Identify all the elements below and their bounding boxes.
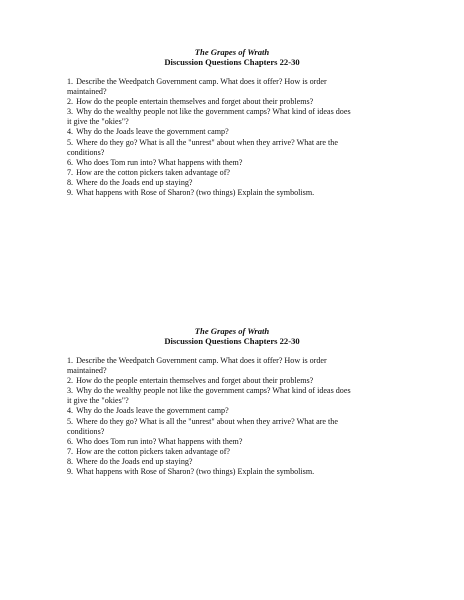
question-line bbox=[67, 117, 392, 127]
handout-top bbox=[0, 47, 464, 198]
question-line bbox=[67, 427, 392, 437]
question-line bbox=[67, 437, 392, 447]
question-number: 2. bbox=[67, 376, 74, 386]
question-line bbox=[67, 447, 392, 457]
question-text: Why do the Joads leave the government camp? bbox=[76, 127, 229, 137]
document-subtitle: Discussion Questions Chapters 22-30 bbox=[164, 57, 300, 67]
question-text: Why do the wealthy people not like the government camps? What kind of ideas does bbox=[76, 107, 351, 117]
question-number: 2. bbox=[67, 97, 74, 107]
question-number: 5. bbox=[67, 137, 74, 147]
question-number: 8. bbox=[67, 177, 74, 187]
question-line bbox=[67, 97, 392, 107]
question-number: 6. bbox=[67, 436, 74, 446]
question-line bbox=[67, 417, 392, 427]
question-text: Who does Tom run into? What happens with them? bbox=[76, 436, 243, 446]
question-line bbox=[67, 178, 392, 188]
question-text: What happens with Rose of Sharon? (two things) Explain the symbolism. bbox=[76, 467, 315, 477]
question-text: Where do they go? What is all the "unrest" about when they arrive? What are the bbox=[76, 137, 338, 147]
question-line bbox=[67, 366, 392, 376]
question-line bbox=[67, 168, 392, 178]
question-line bbox=[67, 188, 392, 198]
question-number: 7. bbox=[67, 446, 74, 456]
question-number: 9. bbox=[67, 188, 74, 198]
question-line bbox=[67, 87, 392, 97]
question-text: it give the "okies"? bbox=[67, 117, 129, 127]
question-line bbox=[67, 396, 392, 406]
question-number: 3. bbox=[67, 107, 74, 117]
question-list bbox=[0, 77, 392, 198]
question-line bbox=[67, 158, 392, 168]
question-number: 9. bbox=[67, 467, 74, 477]
question-line bbox=[67, 77, 392, 87]
question-line bbox=[67, 127, 392, 137]
question-text: Where do the Joads end up staying? bbox=[76, 456, 193, 466]
question-text: maintained? bbox=[67, 366, 107, 376]
question-number: 3. bbox=[67, 386, 74, 396]
question-text: conditions? bbox=[67, 426, 105, 436]
question-number: 5. bbox=[67, 416, 74, 426]
question-text: conditions? bbox=[67, 147, 105, 157]
question-text: Who does Tom run into? What happens with them? bbox=[76, 157, 243, 167]
question-text: Describe the Weedpatch Government camp. What does it offer? How is order bbox=[76, 356, 327, 365]
question-number: 4. bbox=[67, 406, 74, 416]
question-line bbox=[67, 467, 392, 477]
question-text: How are the cotton pickers taken advantage of? bbox=[76, 167, 231, 177]
question-line bbox=[67, 457, 392, 467]
question-text: Why do the wealthy people not like the government camps? What kind of ideas does bbox=[76, 386, 351, 396]
question-text: it give the "okies"? bbox=[67, 396, 129, 406]
question-number: 4. bbox=[67, 127, 74, 137]
question-number: 1. bbox=[67, 77, 74, 86]
question-text: Why do the Joads leave the government camp? bbox=[76, 406, 229, 416]
question-line bbox=[67, 406, 392, 416]
question-line bbox=[67, 356, 392, 366]
question-line bbox=[67, 138, 392, 148]
question-list bbox=[0, 356, 392, 477]
question-text: Where do the Joads end up staying? bbox=[76, 177, 193, 187]
question-line bbox=[67, 107, 392, 117]
question-number: 1. bbox=[67, 356, 74, 365]
question-number: 7. bbox=[67, 167, 74, 177]
question-line bbox=[67, 386, 392, 396]
document-title: The Grapes of Wrath bbox=[194, 326, 270, 336]
question-line bbox=[67, 376, 392, 386]
question-text: Describe the Weedpatch Government camp. What does it offer? How is order bbox=[76, 77, 327, 86]
question-line bbox=[67, 148, 392, 158]
question-number: 8. bbox=[67, 456, 74, 466]
document-title: The Grapes of Wrath bbox=[194, 47, 270, 57]
question-text: Where do they go? What is all the "unrest" about when they arrive? What are the bbox=[76, 416, 338, 426]
question-text: maintained? bbox=[67, 87, 107, 97]
question-text: How do the people entertain themselves and forget about their problems? bbox=[76, 97, 314, 107]
question-text: What happens with Rose of Sharon? (two things) Explain the symbolism. bbox=[76, 188, 315, 198]
question-number: 6. bbox=[67, 157, 74, 167]
question-text: How do the people entertain themselves and forget about their problems? bbox=[76, 376, 314, 386]
question-text: How are the cotton pickers taken advantage of? bbox=[76, 446, 231, 456]
document-subtitle: Discussion Questions Chapters 22-30 bbox=[164, 336, 300, 346]
handout-bottom bbox=[0, 326, 464, 477]
